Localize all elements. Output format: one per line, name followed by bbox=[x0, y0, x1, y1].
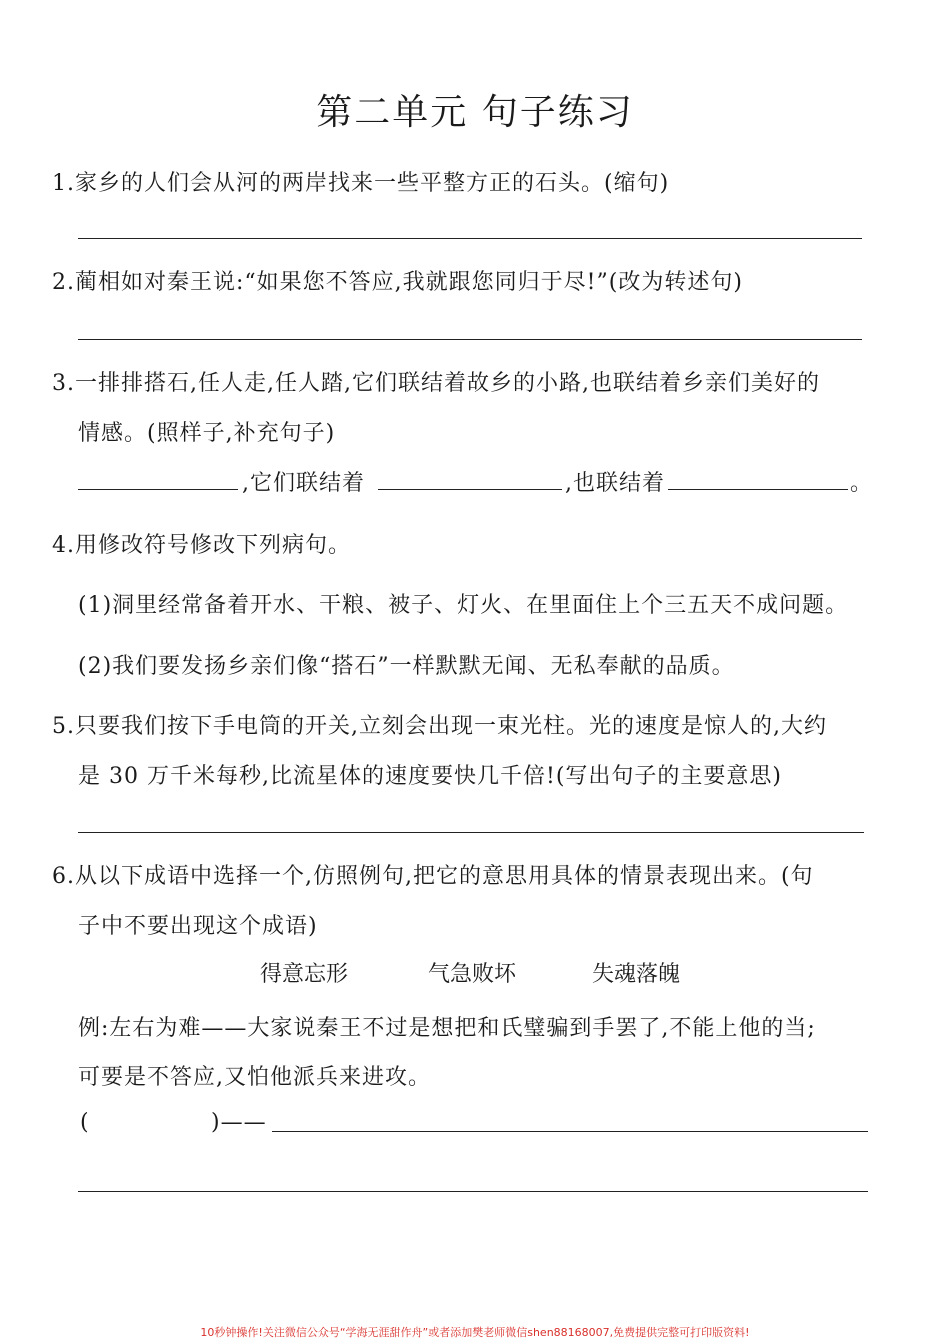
fill-blank-1[interactable] bbox=[78, 489, 238, 490]
question-4-item-1[interactable]: (1)洞里经常备着开水、干粮、被子、灯火、在里面住上个三五天不成问题。 bbox=[78, 593, 849, 618]
question-5-line-2: 是 30 万千米每秒,比流星体的速度要快几千倍!(写出句子的主要意思) bbox=[78, 764, 782, 789]
idiom-option-1[interactable]: 得意忘形 bbox=[260, 962, 349, 987]
question-5-line-1: 5.只要我们按下手电筒的开关,立刻会出现一束光柱。光的速度是惊人的,大约 bbox=[52, 714, 827, 739]
question-2: 2.蔺相如对秦王说:“如果您不答应,我就跟您同归于尽!”(改为转述句) bbox=[52, 270, 743, 295]
fill-blank-3[interactable] bbox=[668, 489, 848, 490]
idiom-option-3[interactable]: 失魂落魄 bbox=[592, 962, 681, 987]
paren-close-dash: )—— bbox=[211, 1110, 267, 1135]
question-6-line-1: 6.从以下成语中选择一个,仿照例句,把它的意思用具体的情景表现出来。(句 bbox=[52, 864, 814, 889]
answer-line-q6-2[interactable] bbox=[78, 1191, 868, 1192]
question-4: 4.用修改符号修改下列病句。 bbox=[52, 533, 351, 558]
example-line-2: 可要是不答应,又怕他派兵来进攻。 bbox=[78, 1065, 431, 1090]
answer-line-q6-1[interactable] bbox=[272, 1131, 868, 1132]
question-1: 1.家乡的人们会从河的两岸找来一些平整方正的石头。(缩句) bbox=[52, 171, 670, 196]
question-3-line-1: 3.一排排搭石,任人走,任人踏,它们联结着故乡的小路,也联结着乡亲们美好的 bbox=[52, 371, 820, 396]
fill-blank-2[interactable] bbox=[378, 489, 562, 490]
answer-line-q2[interactable] bbox=[78, 339, 862, 340]
answer-line-q1[interactable] bbox=[78, 238, 862, 239]
footer-watermark: 10秒钟操作!关注微信公众号“学海无涯甜作舟”或者添加樊老师微信shen88168007,免费提供完整可打印版资料! bbox=[200, 1326, 750, 1339]
fill-text-1: ,它们联结着 bbox=[242, 471, 365, 496]
idiom-option-2[interactable]: 气急败坏 bbox=[428, 962, 517, 987]
paren-open: ( bbox=[80, 1110, 90, 1135]
question-6-line-2: 子中不要出现这个成语) bbox=[78, 914, 318, 939]
question-3-line-2: 情感。(照样子,补充句子) bbox=[78, 421, 336, 446]
fill-text-2: ,也联结着 bbox=[565, 471, 665, 496]
example-line-1: 例:左右为难——大家说秦王不过是想把和氏璧骗到手罢了,不能上他的当; bbox=[78, 1016, 816, 1041]
page-title: 第二单元 句子练习 bbox=[316, 92, 634, 133]
idiom-blank[interactable] bbox=[96, 1112, 206, 1138]
question-4-item-2[interactable]: (2)我们要发扬乡亲们像“搭石”一样默默无闻、无私奉献的品质。 bbox=[78, 654, 735, 679]
fill-text-end: 。 bbox=[850, 471, 874, 496]
answer-line-q5[interactable] bbox=[78, 832, 864, 833]
